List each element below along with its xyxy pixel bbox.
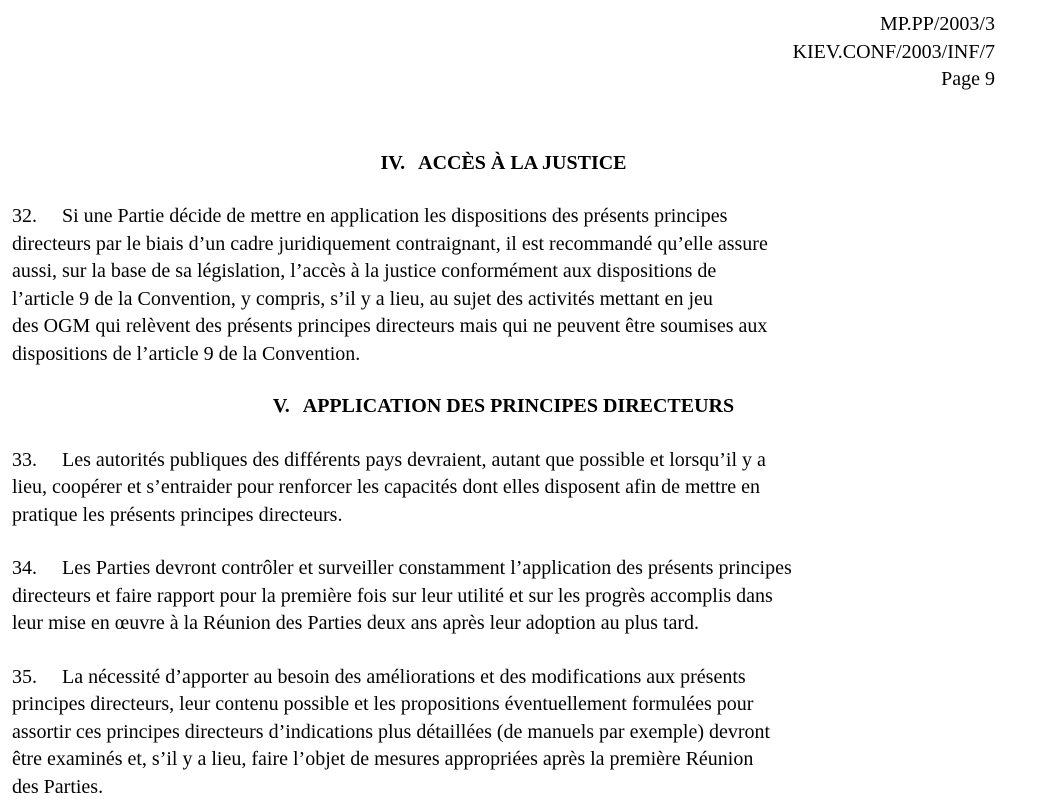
section-heading-application-principes xyxy=(12,393,995,421)
doc-symbol-line-2: KIEV.CONF/2003/INF/7 xyxy=(792,40,995,63)
section-heading-number: IV. xyxy=(380,151,406,174)
doc-symbol-line-1: MP.PP/2003/3 xyxy=(879,13,995,35)
paragraph-text: Les Parties devront contrôler et surveiller constamment l’application des présents principes directeurs et faire rapport pour la première fois sur leur utilité et sur les progrès accomplis dans leur mise en œuvre à la Réunion des Parties deux ans après leur adoption au plus tard. xyxy=(12,557,792,634)
paragraph-number: 34. xyxy=(12,557,37,579)
paragraph-number: 35. xyxy=(12,665,37,688)
paragraph-text: La nécessité d’apporter au besoin des améliorations et des modifications aux présents principes directeurs, leur contenu possible et les propositions éventuellement formulées pour assortir ces principes directeurs d’indications plus détaillées (de manuels par exemple) devront être examinés et, s’il y a lieu, faire l’objet de mesures appropriées après la première Réunion des Parties. xyxy=(12,665,771,798)
document-header xyxy=(12,11,995,94)
paragraph-35 xyxy=(12,664,995,802)
paragraph-33 xyxy=(12,447,995,530)
section-heading-acces-justice xyxy=(12,150,995,178)
section-heading-title: ACCÈS À LA JUSTICE xyxy=(418,151,627,174)
section-heading-number: V. xyxy=(272,395,290,417)
paragraph-32 xyxy=(12,203,995,368)
page-number: Page 9 xyxy=(941,68,995,90)
paragraph-text: Les autorités publiques des différents pays devraient, autant que possible et lorsqu’il y a lieu, coopérer et s’entraider pour renforcer les capacités dont elles disposent afin de mettre en pratique les présents principes directeurs. xyxy=(12,448,766,526)
paragraph-34 xyxy=(12,555,995,638)
paragraph-number: 33. xyxy=(12,448,37,471)
paragraph-number: 32. xyxy=(12,205,37,227)
paragraph-text: Si une Partie décide de mettre en application les dispositions des présents principes directeurs par le biais d’un cadre juridiquement contraignant, il est recommandé qu’elle assure aussi, sur la base de sa législation, l’accès à la justice conformément aux dispositions de l’article 9 de la Convention, y compris, s’il y a lieu, au sujet des activités mettant en jeu des OGM qui relèvent des présents principes directeurs mais qui ne peuvent être soumises aux dispositions de l’article 9 de la Convention. xyxy=(12,205,768,365)
section-heading-title: APPLICATION DES PRINCIPES DIRECTEURS xyxy=(302,395,735,417)
